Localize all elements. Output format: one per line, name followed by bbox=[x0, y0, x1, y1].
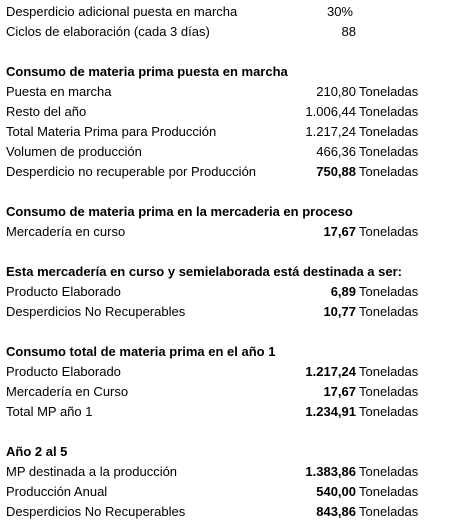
row-value: 1.234,91 bbox=[305, 404, 356, 419]
row-label: Producto Elaborado bbox=[6, 364, 121, 379]
row-mercaderia-en-curso bbox=[0, 222, 465, 242]
section-title: Consumo total de materia prima en el año 1 bbox=[6, 344, 276, 359]
row-value: 6,89 bbox=[330, 284, 356, 299]
row-value: 1.217,24 bbox=[305, 124, 356, 139]
row-label: Producción Anual bbox=[6, 484, 108, 499]
section-title: Esta mercadería en curso y semielaborada está destinada a ser: bbox=[6, 264, 402, 279]
row-label: Desperdicios No Recuperables bbox=[6, 504, 186, 519]
row-desperdicios-no-recuperables bbox=[0, 302, 465, 322]
section-title: Consumo de materia prima en la mercaderia en proceso bbox=[6, 204, 353, 219]
row-value: 466,36 bbox=[316, 144, 356, 159]
row-value: 1.383,86 bbox=[305, 464, 356, 479]
row-producto-elaborado bbox=[0, 282, 465, 302]
row-label: Mercadería en curso bbox=[6, 224, 126, 239]
row-value: 88 bbox=[341, 24, 356, 39]
row-unit: Toneladas bbox=[359, 124, 419, 139]
row-value: 1.006,44 bbox=[305, 104, 356, 119]
row-value: 750,88 bbox=[316, 164, 356, 179]
row-label: Desperdicios No Recuperables bbox=[6, 304, 186, 319]
row-unit: Toneladas bbox=[359, 484, 419, 499]
row-label: Desperdicio no recuperable por Producción bbox=[6, 164, 257, 179]
row-volumen-produccion bbox=[0, 142, 465, 162]
row-label: Puesta en marcha bbox=[6, 84, 112, 99]
row-desperdicio-no-recuperable bbox=[0, 162, 465, 182]
row-value: 30% bbox=[326, 4, 353, 19]
row-unit: Toneladas bbox=[359, 284, 419, 299]
row-label: MP destinada a la producción bbox=[6, 464, 178, 479]
row-total-materia-prima bbox=[0, 122, 465, 142]
row-producto-elaborado-anio-1 bbox=[0, 362, 465, 382]
row-resto-del-anio bbox=[0, 102, 465, 122]
row-ciclos-elaboracion bbox=[0, 22, 465, 42]
row-unit: Toneladas bbox=[359, 224, 419, 239]
row-label: Volumen de producción bbox=[6, 144, 142, 159]
section-header-puesta-en-marcha bbox=[0, 62, 465, 82]
row-label: Total MP año 1 bbox=[6, 404, 93, 419]
row-value: 843,86 bbox=[316, 504, 356, 519]
row-label: Desperdicio adicional puesta en marcha bbox=[6, 4, 238, 19]
section-header-mercaderia-en-proceso bbox=[0, 202, 465, 222]
row-label: Resto del año bbox=[6, 104, 87, 119]
row-label: Ciclos de elaboración (cada 3 días) bbox=[6, 24, 210, 39]
section-title: Año 2 al 5 bbox=[6, 444, 68, 459]
section-header-destino-mercaderia bbox=[0, 262, 465, 282]
row-unit: Toneladas bbox=[359, 504, 419, 519]
row-unit: Toneladas bbox=[359, 364, 419, 379]
row-label: Producto Elaborado bbox=[6, 284, 121, 299]
row-desperdicio-adicional bbox=[0, 2, 465, 22]
row-unit: Toneladas bbox=[359, 164, 419, 179]
row-mp-destinada-produccion bbox=[0, 462, 465, 482]
row-value: 1.217,24 bbox=[305, 364, 356, 379]
row-unit: Toneladas bbox=[359, 404, 419, 419]
row-value: 17,67 bbox=[323, 224, 356, 239]
row-unit: Toneladas bbox=[359, 464, 419, 479]
section-header-anio-2-al-5 bbox=[0, 442, 465, 462]
row-value: 17,67 bbox=[323, 384, 356, 399]
row-value: 210,80 bbox=[316, 84, 356, 99]
row-value: 10,77 bbox=[323, 304, 356, 319]
row-mercaderia-en-curso-anio-1 bbox=[0, 382, 465, 402]
row-label: Mercadería en Curso bbox=[6, 384, 129, 399]
row-unit: Toneladas bbox=[359, 384, 419, 399]
row-unit: Toneladas bbox=[359, 104, 419, 119]
row-puesta-en-marcha bbox=[0, 82, 465, 102]
row-desperdicios-no-recuperables-anio-2-5 bbox=[0, 502, 465, 522]
section-title: Consumo de materia prima puesta en marcha bbox=[6, 64, 288, 79]
row-unit: Toneladas bbox=[359, 84, 419, 99]
row-value: 540,00 bbox=[316, 484, 356, 499]
row-produccion-anual bbox=[0, 482, 465, 502]
row-unit: Toneladas bbox=[359, 304, 419, 319]
row-unit: Toneladas bbox=[359, 144, 419, 159]
section-header-consumo-total-anio-1 bbox=[0, 342, 465, 362]
row-total-mp-anio-1 bbox=[0, 402, 465, 422]
row-label: Total Materia Prima para Producción bbox=[6, 124, 217, 139]
